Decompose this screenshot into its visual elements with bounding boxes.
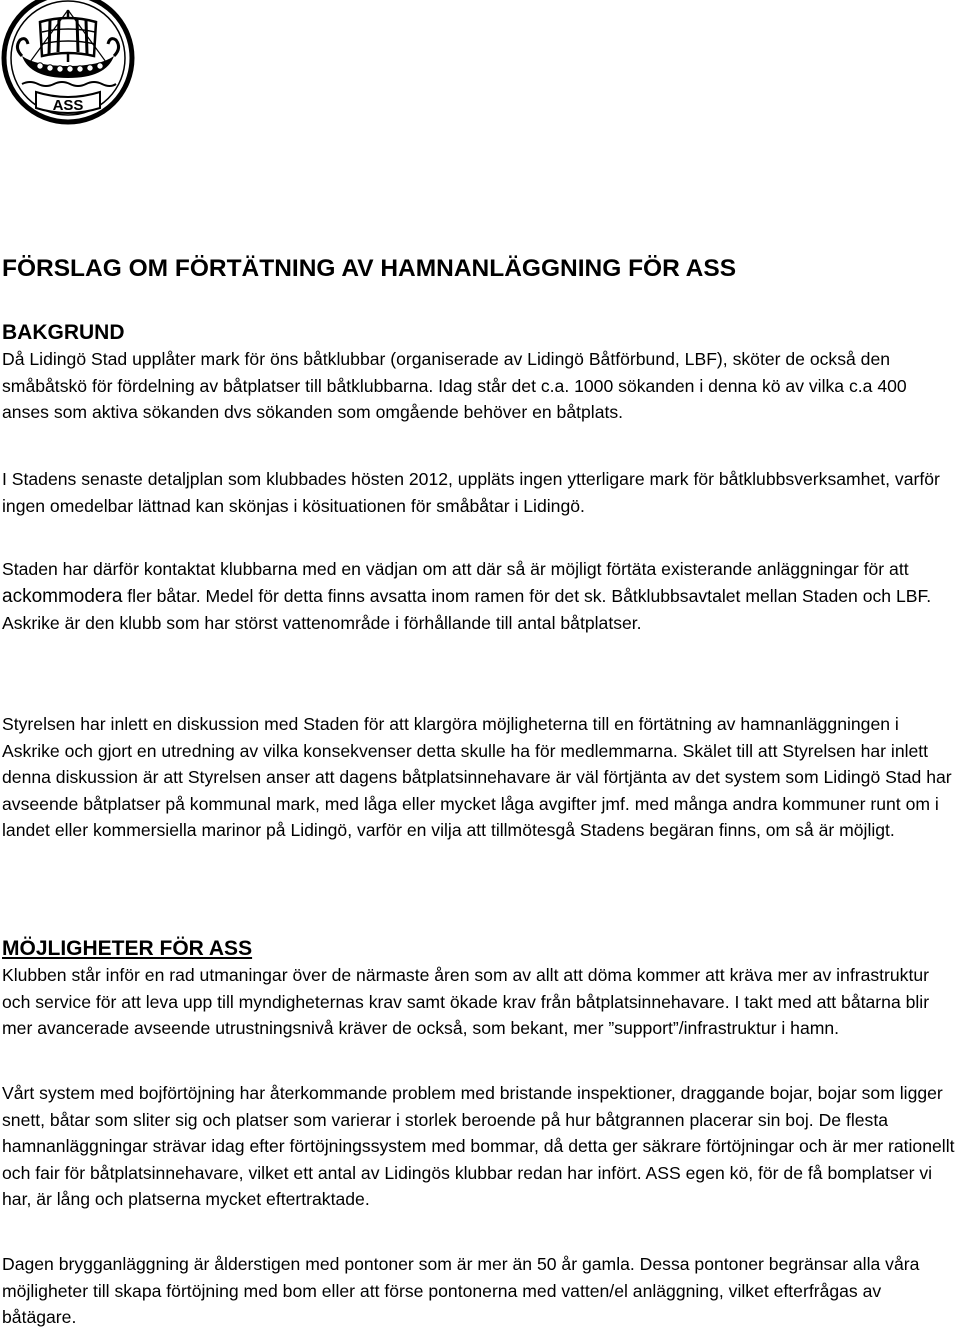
bakgrund-paragraph-4: Styrelsen har inlett en diskussion med Staden för att klargöra möjligheterna till en förtätning av hamnanläggningen i Askrike och gjort en utredning av vilka konsekvenser detta skulle ha för medlemmarna. Skälet till att Styrelsen har inlett denna diskussion är att Styrelsen anser att dagens båtplatsinnehavare är väl förtjänta av det system som Lidingö Stad har avseende båtplatser på kommunal mark, med låga eller mycket låga avgifter jmf. med många andra kommuner runt om i landet eller kommersiella marinor på Lidingö, varför en vilja att tillmötesgå Stadens begäran finns, om så är möjligt.	[2, 714, 952, 840]
mojligheter-paragraph-2-container	[2, 1080, 958, 1213]
bakgrund-paragraph-4-container	[2, 711, 958, 844]
bakgrund-paragraph-2-container	[2, 466, 958, 519]
paragraph-3-part-a: Staden har därför kontaktat klubbarna med en vädjan om att där så är möjligt förtäta existerande anläggningar för att	[2, 559, 909, 579]
mojligheter-paragraph-3: Dagen brygganläggning är ålderstigen med pontoner som är mer än 50 år gamla. Dessa pontoner begränsar alla våra möjligheter till skapa förtöjning med bom eller att förse pontonerna med vatten/el anläggning, vilket efterfrågas av båtägare.	[2, 1254, 920, 1327]
paragraph-3-part-c: fler båtar. Medel för detta finns avsatta inom ramen för det sk. Båtklubbsavtalet mellan Staden och LBF. Askrike är den klubb som har störst vattenområde i förhållande till antal båtplatser.	[2, 585, 932, 633]
mojligheter-heading: MÖJLIGHETER FÖR ASS	[2, 937, 253, 960]
mojligheter-paragraph-3-container	[2, 1251, 958, 1331]
document-title: FÖRSLAG OM FÖRTÄTNING AV HAMNANLÄGGNING FÖR ASS	[2, 255, 737, 282]
mojligheter-paragraph-2: Vårt system med bojförtöjning har återkommande problem med bristande inspektioner, draggande bojar, bojar som ligger snett, båtar som sliter sig och platser som varierar i storlek beroende på hur båtgrannen placerar sin boj. De flesta hamnanläggningar strävar idag efter förtöjningssystem med bommar, då detta ger säkrare förtöjningar och är mer rationellt och fair för båtplatsinnehavare, vilket ett antal av Lidingös klubbar redan har infört. ASS egen kö, för de få bomplatser vi har, är lång och platserna mycket eftertraktade.	[2, 1083, 955, 1209]
club-logo	[0, 0, 140, 125]
bakgrund-paragraph-3	[2, 556, 958, 637]
mojligheter-paragraph-1: Klubben står inför en rad utmaningar över de närmaste åren som av allt att döma kommer att kräva mer av infrastruktur och service för att leva upp till myndigheternas krav samt ökade krav från båtplatsinnehavare. I takt med att båtarna blir mer avancerade avseende utrustningsnivå kräver de också, som bekant, mer ”support”/infrastruktur i hamn.	[2, 965, 930, 1038]
bakgrund-paragraph-1: Då Lidingö Stad upplåter mark för öns båtklubbar (organiserade av Lidingö Båtförbund, LBF), sköter de också den småbåtskö för fördelning av båtplatser till båtklubbarna. Idag står det c.a. 1000 sökanden i denna kö av vilka c.a 400 anses som aktiva sökanden dvs sökanden som omgående behöver en båtplats.	[2, 349, 907, 422]
bakgrund-heading: BAKGRUND	[2, 321, 125, 344]
bakgrund-paragraph-2: I Stadens senaste detaljplan som klubbades hösten 2012, uppläts ingen ytterligare mark för båtklubbsverksamhet, varför ingen omedelbar lättnad kan skönjas i kösituationen för småbåtar i Lidingö.	[2, 469, 940, 516]
logo-text: ASS	[52, 97, 84, 114]
paragraph-3-word-ackommodera: ackommodera	[2, 585, 123, 607]
bakgrund-paragraph-3-container	[2, 556, 958, 637]
bakgrund-section	[2, 320, 958, 426]
mojligheter-section	[2, 936, 958, 1042]
